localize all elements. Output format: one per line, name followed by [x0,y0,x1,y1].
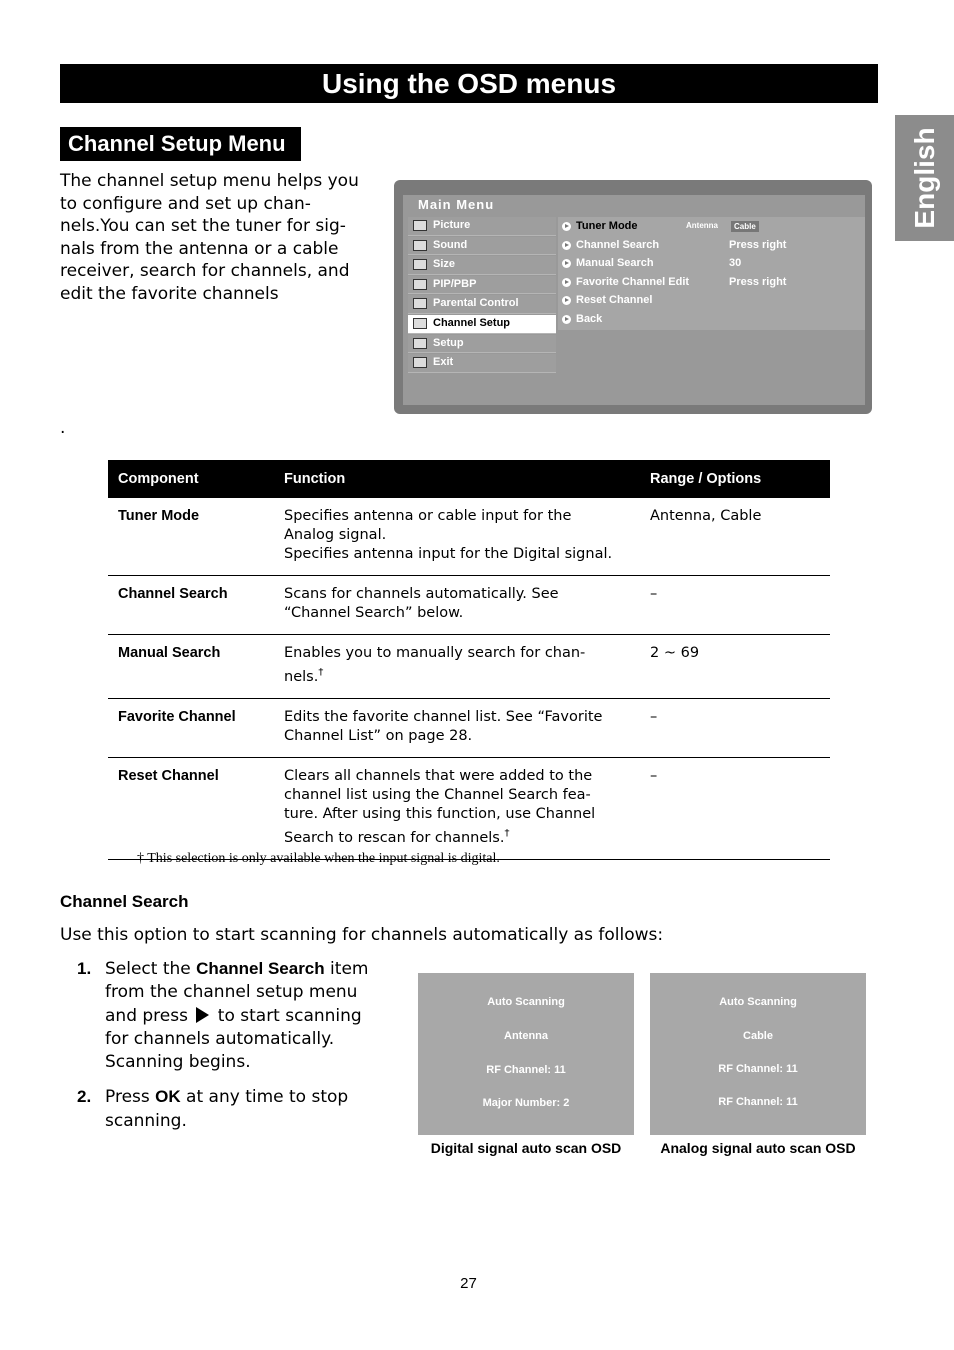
speaker-icon [413,240,427,251]
osd-item-picture [408,217,556,236]
osd-item-exit [408,354,556,373]
intro-paragraph: The channel setup menu helps you to configure and set up chan-nels.You can set the tuner for sig-nals from the antenna or a cable receiver, search for channels, and edit the favorite channels [60,171,359,304]
channel-search-lead: Use this option to start scanning for channels automatically as follows: [60,925,664,945]
osd-item-label: Channel Setup [433,316,511,329]
table-cell-component: Favorite Channel [108,698,264,757]
table-cell-function: Scans for channels automatically. See “Channel Search” below. [264,576,630,635]
table-row [108,498,830,576]
osd-row-tuner-mode [558,217,865,236]
table-row [108,635,830,699]
scan-line: RF Channel: 11 [718,1063,798,1075]
osd-row-value: Press right [729,275,787,288]
step-text: Press [105,1087,156,1108]
pip-icon [413,279,427,290]
table-header-function: Function [264,460,630,498]
osd-row-label: Back [576,312,603,325]
arrow-bullet-icon [562,296,571,305]
osd-option-antenna: Antenna [686,221,718,230]
stray-dot: . [60,418,66,438]
language-tab-label: English [908,127,940,229]
table-cell-component: Tuner Mode [108,498,264,576]
setup-icon [413,338,427,349]
digital-scan-osd [418,973,634,1135]
table-cell-function [264,635,630,699]
osd-item-parental-control [408,295,556,314]
channel-icon [413,318,427,329]
dagger-mark: † [504,827,510,839]
step-text: to start scanning for channels automatically. Scanning begins. [105,1005,362,1073]
arrow-bullet-icon [562,259,571,268]
osd-item-label: Sound [433,238,468,251]
picture-icon [413,220,427,231]
step-bold: Channel Search [196,959,325,978]
osd-row-reset-channel [558,291,865,310]
exit-icon [413,357,427,368]
table-cell-range: Antenna, Cable [630,498,830,576]
osd-item-label: Exit [433,356,454,369]
table-row [108,576,830,635]
function-text: Enables you to manually search for chan-nels. [284,645,586,685]
step-bold: OK [155,1087,181,1107]
osd-item-size [408,256,556,275]
osd-row-back [558,310,865,329]
scan-line: RF Channel: 11 [718,1096,798,1108]
osd-row-label: Favorite Channel Edit [576,275,690,288]
osd-main-menu-panel [403,195,865,405]
osd-menu-title: Main Menu [418,197,495,212]
scan-line: RF Channel: 11 [486,1064,566,1076]
step-text: Select the [105,959,197,979]
osd-row-label: Reset Channel [576,294,653,306]
table-header-row [108,460,830,498]
table-cell-function: Edits the favorite channel list. See “Favorite Channel List” on page 28. [264,698,630,757]
digital-scan-caption: Digital signal auto scan OSD [430,1140,622,1156]
dagger-mark: † [318,667,324,678]
step-text: item from the channel setup menu and press [105,959,369,1026]
page-title: Using the OSD menus [60,64,878,103]
channel-search-heading: Channel Search [60,892,189,911]
osd-row-channel-search [558,236,865,255]
step-number: 2. [77,1087,92,1107]
parental-icon [413,298,427,309]
osd-row-value: Press right [729,238,787,251]
osd-item-label: Setup [433,336,464,349]
table-row [108,757,830,859]
right-arrow-icon [196,1007,209,1023]
component-table [108,460,830,860]
scan-line: Cable [743,1030,773,1042]
analog-scan-osd [650,973,866,1135]
osd-item-label: Size [433,258,456,271]
osd-row-label: Tuner Mode [576,220,638,232]
osd-row-value: 30 [729,257,742,269]
table-cell-function: Specifies antenna or cable input for the Analog signal. Specifies antenna input for the Digital signal. [264,498,630,576]
osd-row-favorite-channel-edit [558,273,865,292]
osd-item-setup [408,335,556,354]
table-cell-range: – [630,576,830,635]
table-header-component: Component [108,460,264,498]
table-cell-component: Channel Search [108,576,264,635]
steps-list [60,957,390,1144]
table-cell-range: – [630,757,830,859]
function-text: Clears all channels that were added to the channel list using the Channel Search fea-ture. After using this function, use Channel Search to rescan for channels. [284,767,596,846]
osd-row-manual-search [558,254,865,273]
table-cell-component: Manual Search [108,635,264,699]
table-footnote: † This selection is only available when the input signal is digital. [137,851,500,866]
section-heading: Channel Setup Menu [60,127,301,161]
osd-row-label: Manual Search [576,257,654,269]
osd-option-cable: Cable [731,221,759,232]
step-text: at any time to stop scanning. [105,1087,349,1131]
osd-submenu [558,217,865,330]
arrow-bullet-icon [562,315,571,324]
arrow-bullet-icon [562,222,571,231]
osd-item-sound [408,237,556,256]
step-1 [60,957,390,1074]
osd-item-label: PIP/PBP [433,277,477,290]
osd-item-channel-setup [408,315,556,334]
scan-line: Auto Scanning [719,996,797,1008]
osd-item-pip-pbp [408,276,556,295]
table-cell-function [264,757,630,859]
table-cell-range: – [630,698,830,757]
size-icon [413,259,427,270]
table-cell-range: 2 ~ 69 [630,635,830,699]
arrow-bullet-icon [562,278,571,287]
scan-line: Antenna [504,1030,548,1042]
table-row [108,698,830,757]
arrow-bullet-icon [562,241,571,250]
osd-left-menu [408,217,556,374]
scan-line: Major Number: 2 [482,1097,570,1109]
step-number: 1. [77,959,92,978]
osd-row-label: Channel Search [576,238,660,251]
osd-main-menu [394,180,872,414]
osd-item-label: Picture [433,219,471,231]
language-tab [895,115,954,241]
step-2 [60,1085,390,1133]
page-number: 27 [460,1275,477,1292]
analog-scan-caption: Analog signal auto scan OSD [660,1140,856,1156]
table-cell-component: Reset Channel [108,757,264,859]
table-header-range: Range / Options [630,460,830,498]
scan-line: Auto Scanning [487,996,565,1008]
osd-item-label: Parental Control [433,297,519,310]
